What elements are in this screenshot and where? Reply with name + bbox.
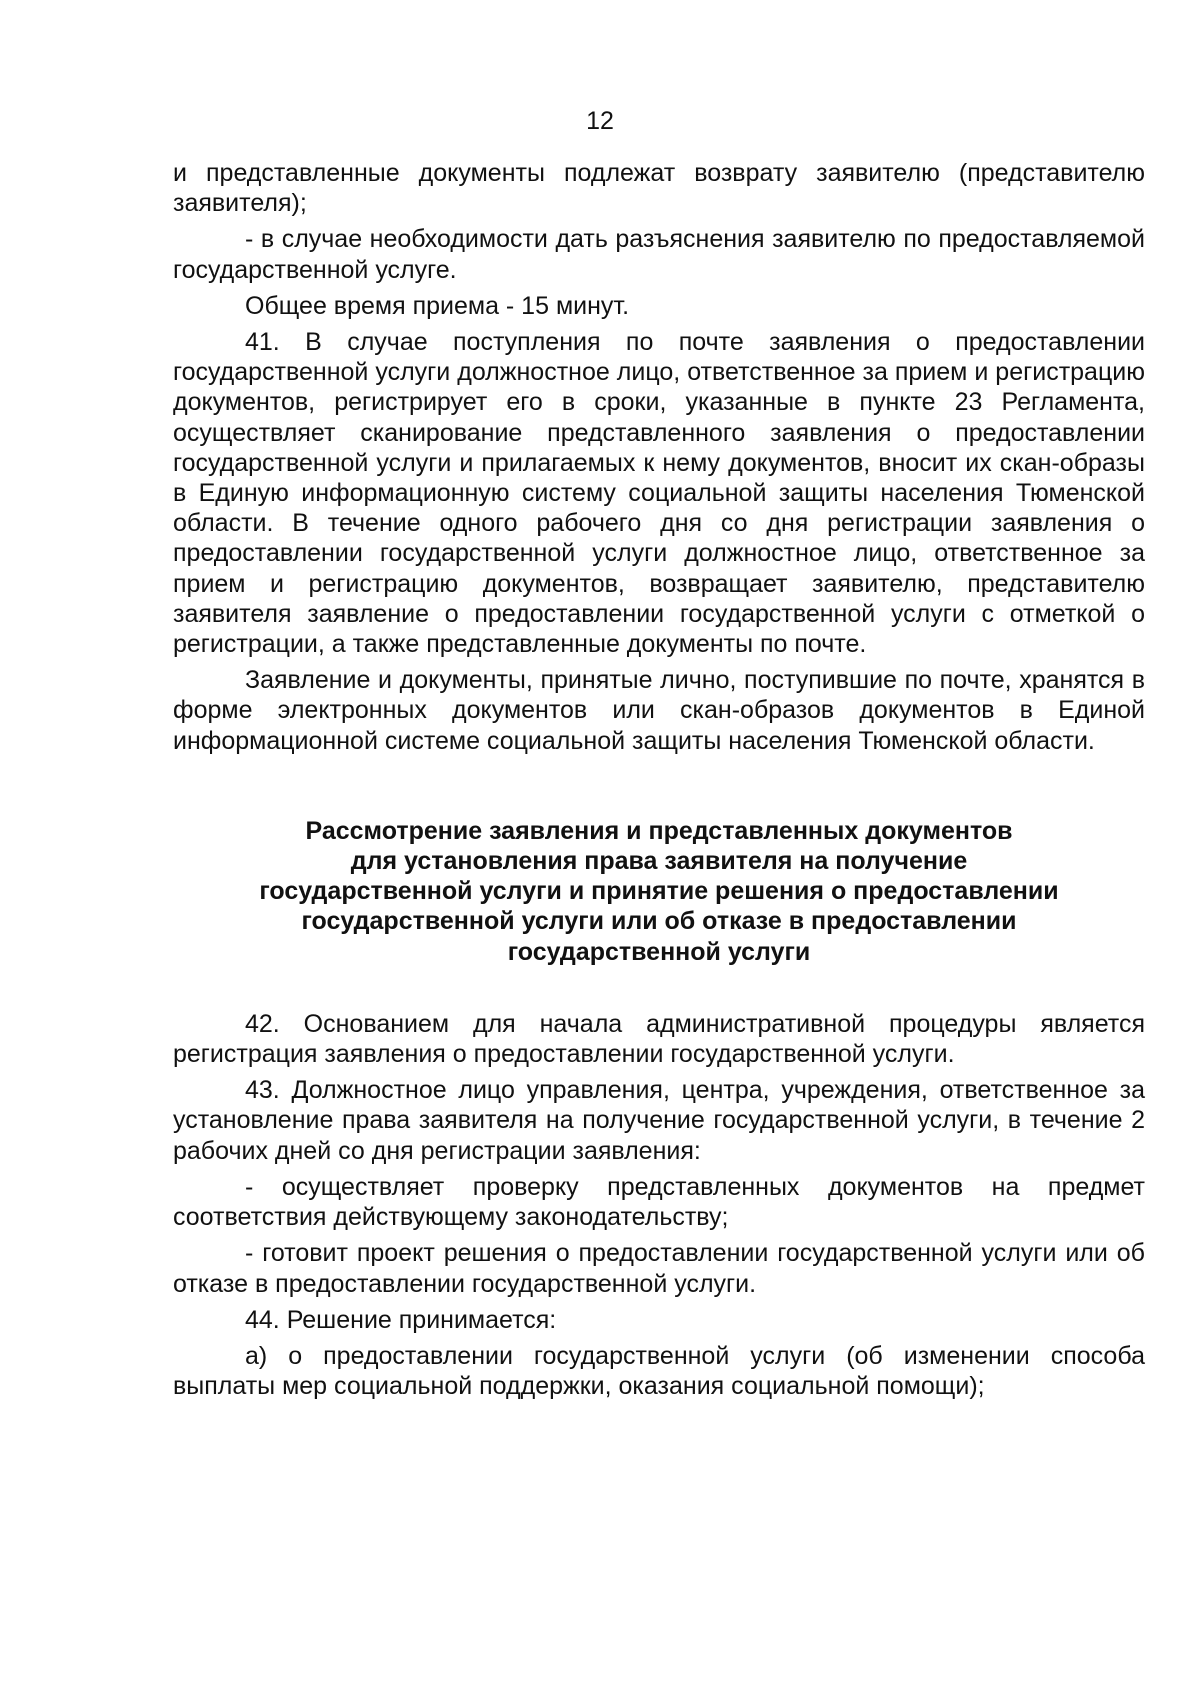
section-heading-line: для установления права заявителя на получение <box>350 847 968 876</box>
document-body <box>173 158 1145 1407</box>
list-item-a: а) о предоставлении государственной услуги (об изменении способа выплаты мер социальной поддержки, оказания социальной помощи); <box>173 1341 1145 1401</box>
page-number: 12 <box>586 107 614 135</box>
section-heading-line: государственной услуги и принятие решения о предоставлении <box>259 877 1059 906</box>
paragraph-41: 41. В случае поступления по почте заявления о предоставлении государственной услуги должностное лицо, ответственное за прием и регистрацию документов, регистрирует его в сроки, указанные в пункте 23 Регламента, осуществляет сканирование представленного заявления о предоставлении государственной услуги и прилагаемых к нему документов, вносит их скан-образы в Единую информационную систему социальной защиты населения Тюменской области. В течение одного рабочего дня со дня регистрации заявления о предоставлении государственной услуги должностное лицо, ответственное за прием и регистрацию документов, возвращает заявителю, представителю заявителя заявление о предоставлении государственной услуги с отметкой о регистрации, а также представленные документы по почте. <box>173 328 1145 659</box>
paragraph-storage: Заявление и документы, принятые лично, поступившие по почте, хранятся в форме электронных документов или скан-образов документов в Единой информационной системе социальной защиты населения Тюменской области. <box>173 666 1145 755</box>
paragraph-43: 43. Должностное лицо управления, центра, учреждения, ответственное за установление права заявителя на получение государственной услуги, в течение 2 рабочих дней со дня регистрации заявления: <box>173 1076 1145 1165</box>
paragraph-clarification: - в случае необходимости дать разъяснения заявителю по предоставляемой государственной услуге. <box>173 225 1145 284</box>
section-heading <box>173 816 1145 967</box>
section-heading-line: государственной услуги <box>507 937 811 966</box>
section-heading-line: Рассмотрение заявления и представленных документов <box>305 816 1013 845</box>
paragraph-44: 44. Решение принимается: <box>245 1305 557 1334</box>
list-item-draft-decision: - готовит проект решения о предоставлении государственной услуги или об отказе в предоставлении государственной услуги. <box>173 1239 1145 1298</box>
paragraph-reception-time: Общее время приема - 15 минут. <box>245 291 630 320</box>
paragraph-continuation: и представленные документы подлежат возврату заявителю (представителю заявителя); <box>173 159 1145 218</box>
paragraph-42: 42. Основанием для начала административной процедуры является регистрация заявления о предоставлении государственной услуги. <box>173 1009 1145 1069</box>
list-item-verification: - осуществляет проверку представленных документов на предмет соответствия действующему законодательству; <box>173 1172 1145 1232</box>
section-heading-line: государственной услуги или об отказе в предоставлении <box>301 907 1017 936</box>
